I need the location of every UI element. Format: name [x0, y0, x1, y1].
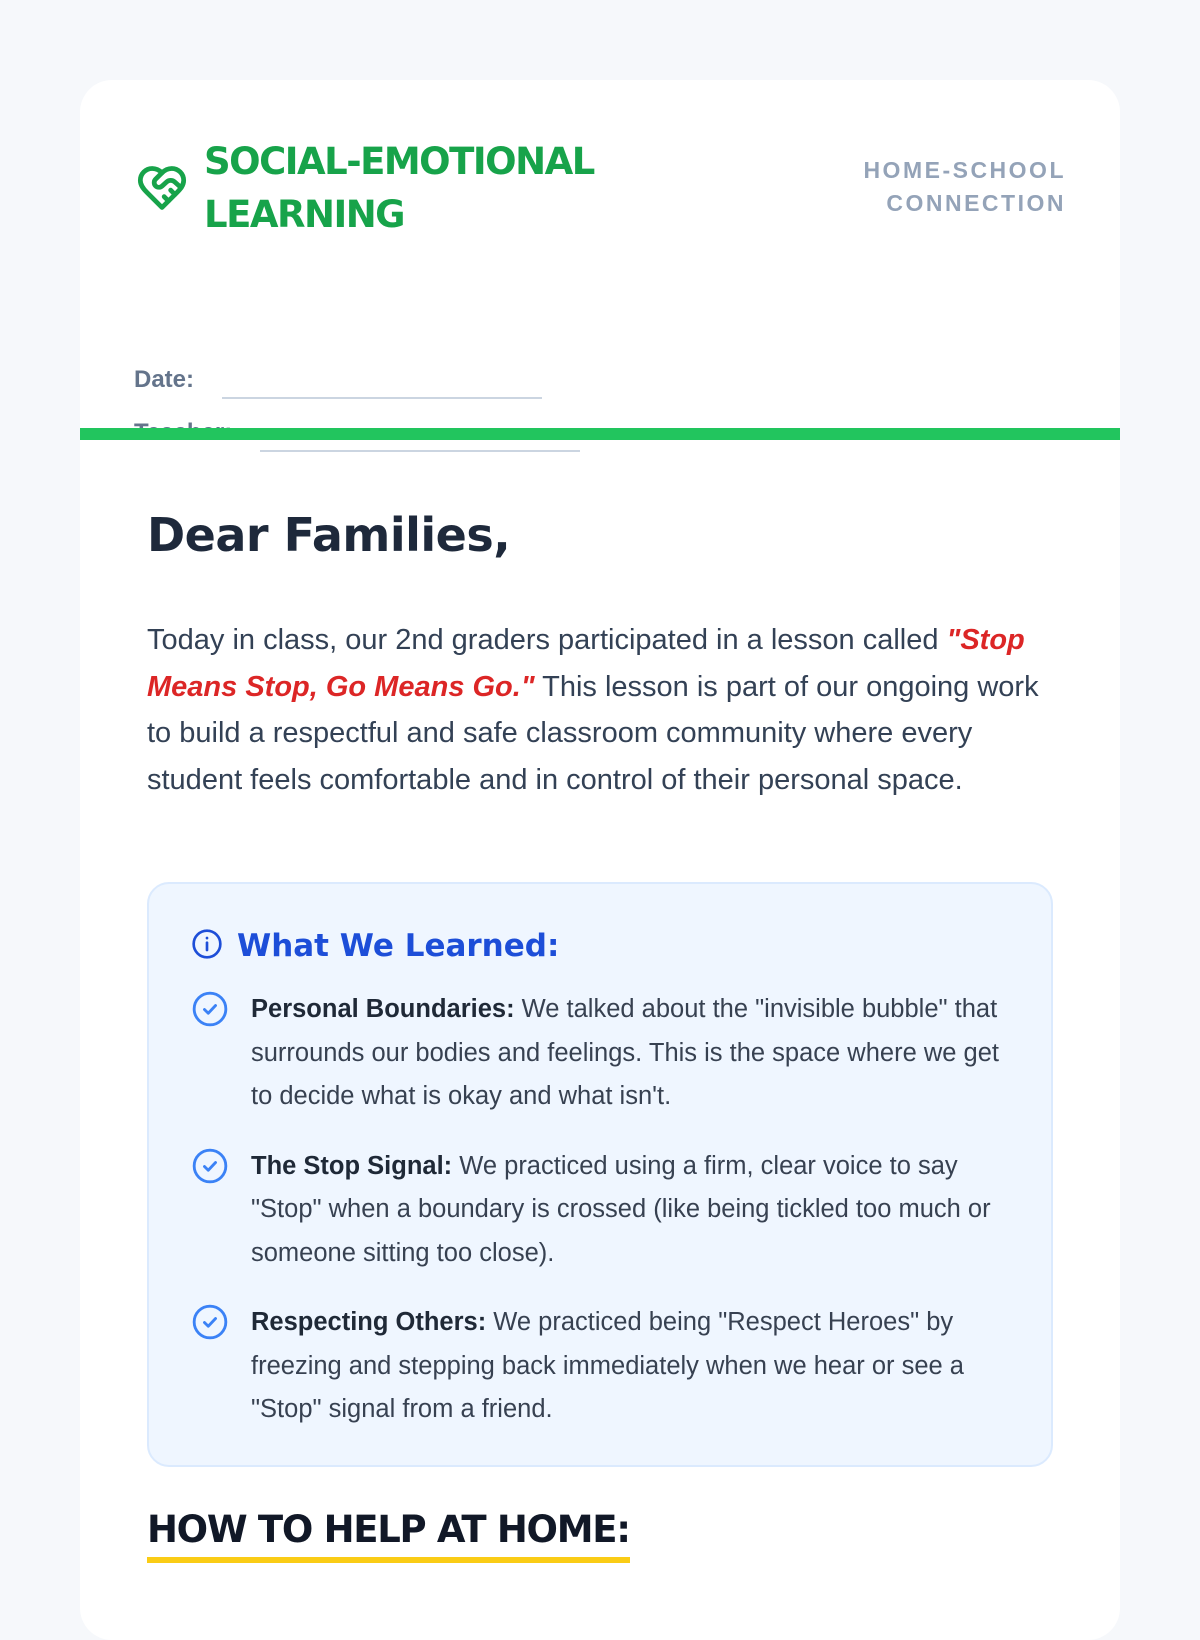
date-label: Date:: [134, 366, 195, 393]
learned-item-text: [251, 988, 1021, 1119]
learned-item-body: We practiced being "Respect Heroes" by freezing and stepping back immediately when we hear or see a "Stop" signal from a friend.: [251, 1308, 964, 1423]
learned-item: [191, 988, 1021, 1119]
check-circle-icon: [191, 1303, 229, 1341]
learned-item-body: We practiced using a firm, clear voice to say "Stop" when a boundary is crossed (like being tickled too much or someone sitting too close).: [251, 1151, 991, 1267]
newsletter-header: [80, 80, 1120, 428]
how-to-help-heading: HOW TO HELP AT HOME:: [147, 1505, 630, 1563]
brand: [134, 135, 644, 241]
learned-list: [191, 988, 1021, 1458]
intro-paragraph: [147, 617, 1047, 803]
check-circle-icon: [191, 1147, 229, 1185]
date-blank-line[interactable]: [222, 397, 542, 399]
learned-item: [191, 1145, 1021, 1276]
info-circle-icon: [191, 928, 223, 965]
teacher-blank-line[interactable]: [260, 450, 580, 452]
newsletter-card: [80, 80, 1120, 1640]
what-we-learned-header: [191, 924, 559, 968]
lesson-name: "Stop Means Stop, Go Means Go.": [147, 624, 1025, 703]
heart-handshake-icon: [134, 160, 190, 216]
learned-item: [191, 1301, 1021, 1432]
header-divider-bar: [80, 428, 1120, 440]
what-we-learned-title: What We Learned:: [237, 928, 560, 964]
learned-item-body: We talked about the "invisible bubble" that surrounds our bodies and feelings. This is the space where we get to decide what is okay and what isn't.: [251, 995, 999, 1110]
learned-item-title: Personal Boundaries:: [251, 995, 515, 1023]
learned-item-title: The Stop Signal:: [251, 1151, 453, 1180]
home-school-tagline: HOME-SCHOOL CONNECTION: [863, 157, 1066, 216]
check-circle-icon: [191, 990, 229, 1028]
learned-item-title: Respecting Others:: [251, 1308, 487, 1336]
learned-item-text: [251, 1145, 1021, 1276]
date-field: [134, 365, 542, 395]
intro-prefix: Today in class, our 2nd graders participated in a lesson called: [147, 624, 947, 656]
what-we-learned-box: [147, 882, 1053, 1467]
greeting: Dear Families,: [147, 508, 511, 562]
brand-title: SOCIAL-EMOTIONAL LEARNING: [204, 140, 594, 236]
intro-suffix: This lesson is part of our ongoing work to build a respectful and safe classroom community where every student feels comfortable and in control of their personal space.: [147, 670, 1039, 796]
learned-item-text: [251, 1301, 1021, 1432]
